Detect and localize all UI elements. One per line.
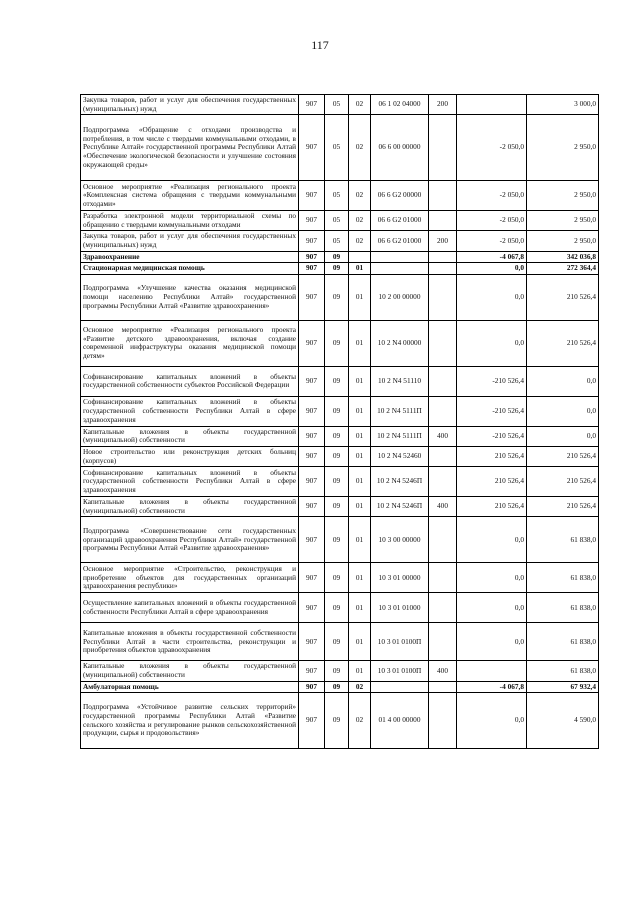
section-code-cell: 05 (325, 95, 349, 115)
total-amount-cell: 3 000,0 (527, 95, 599, 115)
subsection-code-cell: 02 (349, 181, 371, 211)
target-article-cell: 10 3 01 01000 (371, 593, 429, 623)
budget-table (80, 94, 599, 749)
budget-table-body (81, 95, 599, 749)
subsection-code-cell: 02 (349, 231, 371, 251)
expense-type-cell (429, 211, 457, 231)
section-code-cell: 09 (325, 366, 349, 396)
gr-code-cell: 907 (299, 274, 325, 320)
section-code-cell: 09 (325, 426, 349, 446)
subsection-code-cell (349, 251, 371, 263)
section-code-cell: 09 (325, 681, 349, 693)
expense-type-cell (429, 467, 457, 497)
row-name-cell: Закупка товаров, работ и услуг для обеспечения государственных (муниципальных) нужд (81, 231, 299, 251)
section-code-cell: 09 (325, 251, 349, 263)
table-row (81, 396, 599, 426)
table-row (81, 661, 599, 681)
section-code-cell: 05 (325, 231, 349, 251)
change-amount-cell: 0,0 (457, 693, 527, 749)
gr-code-cell: 907 (299, 366, 325, 396)
section-code-cell: 05 (325, 181, 349, 211)
subsection-code-cell: 01 (349, 426, 371, 446)
expense-type-cell (429, 693, 457, 749)
change-amount-cell: 0,0 (457, 517, 527, 563)
row-name-cell: Амбулаторная помощь (81, 681, 299, 693)
table-row (81, 426, 599, 446)
target-article-cell: 10 3 01 0100П (371, 623, 429, 661)
change-amount-cell: -210 526,4 (457, 426, 527, 446)
gr-code-cell: 907 (299, 396, 325, 426)
subsection-code-cell: 01 (349, 274, 371, 320)
change-amount-cell: 210 526,4 (457, 497, 527, 517)
table-row (81, 593, 599, 623)
target-article-cell: 06 1 02 04000 (371, 95, 429, 115)
total-amount-cell: 0,0 (527, 426, 599, 446)
total-amount-cell: 210 526,4 (527, 320, 599, 366)
row-name-cell: Подпрограмма «Обращение с отходами производства и потребления, в том числе с твердыми коммунальными отходами, в Республике Алтай» государственной программы Республики Алтай «Обеспечение экологической безопасности и улучшение состояния окружающей среды» (81, 115, 299, 181)
target-article-cell: 10 3 01 0100П (371, 661, 429, 681)
total-amount-cell: 210 526,4 (527, 497, 599, 517)
change-amount-cell: 0,0 (457, 320, 527, 366)
target-article-cell (371, 681, 429, 693)
expense-type-cell (429, 563, 457, 593)
row-name-cell: Капитальные вложения в объекты государственной (муниципальной) собственности (81, 426, 299, 446)
change-amount-cell: 210 526,4 (457, 467, 527, 497)
row-name-cell: Подпрограмма «Устойчивое развитие сельских территорий» государственной программы Республики Алтай «Развитие сельского хозяйства и регулирование рынков сельскохозяйственной продукции, сырья и продовольствия» (81, 693, 299, 749)
total-amount-cell: 61 838,0 (527, 517, 599, 563)
gr-code-cell: 907 (299, 320, 325, 366)
table-row (81, 263, 599, 275)
gr-code-cell: 907 (299, 263, 325, 275)
target-article-cell (371, 251, 429, 263)
subsection-code-cell: 01 (349, 623, 371, 661)
table-row (81, 517, 599, 563)
row-name-cell: Новое строительство или реконструкция детских больниц (корпусов) (81, 446, 299, 466)
target-article-cell: 10 2 N4 52460 (371, 446, 429, 466)
gr-code-cell: 907 (299, 517, 325, 563)
total-amount-cell: 210 526,4 (527, 274, 599, 320)
change-amount-cell: 0,0 (457, 593, 527, 623)
table-row (81, 467, 599, 497)
table-row (81, 231, 599, 251)
gr-code-cell: 907 (299, 681, 325, 693)
target-article-cell: 10 2 N4 5246П (371, 497, 429, 517)
row-name-cell: Разработка электронной модели территориальной схемы по обращению с твердыми коммунальными отходами (81, 211, 299, 231)
gr-code-cell: 907 (299, 95, 325, 115)
expense-type-cell (429, 623, 457, 661)
section-code-cell: 09 (325, 563, 349, 593)
table-row (81, 446, 599, 466)
expense-type-cell: 400 (429, 661, 457, 681)
target-article-cell: 06 6 G2 01000 (371, 211, 429, 231)
expense-type-cell (429, 181, 457, 211)
total-amount-cell: 2 950,0 (527, 181, 599, 211)
section-code-cell: 09 (325, 467, 349, 497)
expense-type-cell (429, 593, 457, 623)
change-amount-cell: -4 067,8 (457, 251, 527, 263)
row-name-cell: Здравоохранение (81, 251, 299, 263)
subsection-code-cell: 01 (349, 396, 371, 426)
change-amount-cell (457, 95, 527, 115)
subsection-code-cell: 01 (349, 661, 371, 681)
row-name-cell: Основное мероприятие «Реализация регионального проекта «Комплексная система обращения с твердыми коммунальными отходами» (81, 181, 299, 211)
section-code-cell: 05 (325, 115, 349, 181)
subsection-code-cell: 02 (349, 693, 371, 749)
change-amount-cell: -210 526,4 (457, 366, 527, 396)
total-amount-cell: 342 036,8 (527, 251, 599, 263)
section-code-cell: 09 (325, 320, 349, 366)
total-amount-cell: 2 950,0 (527, 115, 599, 181)
table-row (81, 274, 599, 320)
subsection-code-cell: 01 (349, 467, 371, 497)
table-row (81, 693, 599, 749)
subsection-code-cell: 02 (349, 95, 371, 115)
target-article-cell: 10 2 N4 5246П (371, 467, 429, 497)
gr-code-cell: 907 (299, 211, 325, 231)
target-article-cell: 01 4 00 00000 (371, 693, 429, 749)
subsection-code-cell: 01 (349, 263, 371, 275)
table-row (81, 251, 599, 263)
gr-code-cell: 907 (299, 231, 325, 251)
row-name-cell: Подпрограмма «Совершенствование сети государственных организаций здравоохранения Республики Алтай» государственной программы Республики Алтай «Развитие здравоохранения» (81, 517, 299, 563)
section-code-cell: 09 (325, 446, 349, 466)
target-article-cell (371, 263, 429, 275)
subsection-code-cell: 01 (349, 517, 371, 563)
gr-code-cell: 907 (299, 467, 325, 497)
target-article-cell: 06 6 G2 01000 (371, 231, 429, 251)
gr-code-cell: 907 (299, 426, 325, 446)
expense-type-cell (429, 366, 457, 396)
total-amount-cell: 2 950,0 (527, 231, 599, 251)
row-name-cell: Основное мероприятие «Реализация регионального проекта «Развитие детского здравоохранения, включая создание современной инфраструктуры оказания медицинской помощи детям» (81, 320, 299, 366)
gr-code-cell: 907 (299, 497, 325, 517)
total-amount-cell: 61 838,0 (527, 661, 599, 681)
gr-code-cell: 907 (299, 251, 325, 263)
gr-code-cell: 907 (299, 661, 325, 681)
total-amount-cell: 67 932,4 (527, 681, 599, 693)
expense-type-cell (429, 681, 457, 693)
subsection-code-cell: 01 (349, 563, 371, 593)
target-article-cell: 10 2 N4 51110 (371, 366, 429, 396)
target-article-cell: 06 6 00 00000 (371, 115, 429, 181)
row-name-cell: Основное мероприятие «Строительство, реконструкция и приобретение объектов для государственных организаций здравоохранения республики» (81, 563, 299, 593)
total-amount-cell: 4 590,0 (527, 693, 599, 749)
row-name-cell: Осуществление капитальных вложений в объекты государственной собственности Республики Алтай в сфере здравоохранения (81, 593, 299, 623)
gr-code-cell: 907 (299, 593, 325, 623)
section-code-cell: 09 (325, 623, 349, 661)
row-name-cell: Капитальные вложения в объекты государственной (муниципальной) собственности (81, 497, 299, 517)
change-amount-cell (457, 661, 527, 681)
target-article-cell: 10 2 N4 5111П (371, 396, 429, 426)
subsection-code-cell: 02 (349, 211, 371, 231)
change-amount-cell: 210 526,4 (457, 446, 527, 466)
subsection-code-cell: 02 (349, 115, 371, 181)
target-article-cell: 06 6 G2 00000 (371, 181, 429, 211)
change-amount-cell: 0,0 (457, 623, 527, 661)
expense-type-cell (429, 274, 457, 320)
expense-type-cell (429, 517, 457, 563)
total-amount-cell: 210 526,4 (527, 446, 599, 466)
table-row (81, 320, 599, 366)
change-amount-cell: 0,0 (457, 563, 527, 593)
table-row (81, 95, 599, 115)
expense-type-cell (429, 320, 457, 366)
change-amount-cell: 0,0 (457, 263, 527, 275)
row-name-cell: Софинансирование капитальных вложений в объекты государственной собственности субъектов Российской Федерации (81, 366, 299, 396)
section-code-cell: 09 (325, 274, 349, 320)
expense-type-cell (429, 251, 457, 263)
section-code-cell: 09 (325, 497, 349, 517)
subsection-code-cell: 01 (349, 366, 371, 396)
expense-type-cell (429, 446, 457, 466)
target-article-cell: 10 3 00 00000 (371, 517, 429, 563)
section-code-cell: 05 (325, 211, 349, 231)
total-amount-cell: 2 950,0 (527, 211, 599, 231)
change-amount-cell: -2 050,0 (457, 211, 527, 231)
section-code-cell: 09 (325, 661, 349, 681)
change-amount-cell: 0,0 (457, 274, 527, 320)
gr-code-cell: 907 (299, 693, 325, 749)
total-amount-cell: 272 364,4 (527, 263, 599, 275)
gr-code-cell: 907 (299, 446, 325, 466)
section-code-cell: 09 (325, 263, 349, 275)
target-article-cell: 10 2 00 00000 (371, 274, 429, 320)
change-amount-cell: -2 050,0 (457, 181, 527, 211)
change-amount-cell: -2 050,0 (457, 115, 527, 181)
expense-type-cell (429, 115, 457, 181)
table-row (81, 623, 599, 661)
table-row (81, 181, 599, 211)
table-row (81, 681, 599, 693)
change-amount-cell: -210 526,4 (457, 396, 527, 426)
total-amount-cell: 210 526,4 (527, 467, 599, 497)
subsection-code-cell: 01 (349, 446, 371, 466)
expense-type-cell: 200 (429, 95, 457, 115)
row-name-cell: Закупка товаров, работ и услуг для обеспечения государственных (муниципальных) нужд (81, 95, 299, 115)
table-row (81, 211, 599, 231)
expense-type-cell: 200 (429, 231, 457, 251)
expense-type-cell (429, 263, 457, 275)
change-amount-cell: -2 050,0 (457, 231, 527, 251)
section-code-cell: 09 (325, 517, 349, 563)
expense-type-cell: 400 (429, 426, 457, 446)
section-code-cell: 09 (325, 593, 349, 623)
subsection-code-cell: 01 (349, 320, 371, 366)
section-code-cell: 09 (325, 396, 349, 426)
total-amount-cell: 61 838,0 (527, 593, 599, 623)
table-row (81, 115, 599, 181)
gr-code-cell: 907 (299, 181, 325, 211)
subsection-code-cell: 01 (349, 497, 371, 517)
subsection-code-cell: 02 (349, 681, 371, 693)
row-name-cell: Стационарная медицинская помощь (81, 263, 299, 275)
expense-type-cell: 400 (429, 497, 457, 517)
row-name-cell: Софинансирование капитальных вложений в объекты государственной собственности Республики Алтай в сфере здравоохранения (81, 396, 299, 426)
target-article-cell: 10 2 N4 5111П (371, 426, 429, 446)
table-row (81, 366, 599, 396)
row-name-cell: Капитальные вложения в объекты государственной собственности Республики Алтай в части строительства, реконструкции и приобретения объектов здравоохранения (81, 623, 299, 661)
gr-code-cell: 907 (299, 115, 325, 181)
total-amount-cell: 0,0 (527, 366, 599, 396)
total-amount-cell: 61 838,0 (527, 623, 599, 661)
row-name-cell: Софинансирование капитальных вложений в объекты государственной собственности Республики Алтай в сфере здравоохранения (81, 467, 299, 497)
gr-code-cell: 907 (299, 563, 325, 593)
subsection-code-cell: 01 (349, 593, 371, 623)
page-number: 117 (311, 38, 329, 52)
section-code-cell: 09 (325, 693, 349, 749)
total-amount-cell: 61 838,0 (527, 563, 599, 593)
row-name-cell: Подпрограмма «Улучшение качества оказания медицинской помощи населению Республики Алтай» государственной программы Республики Алтай «Развитие здравоохранения» (81, 274, 299, 320)
change-amount-cell: -4 067,8 (457, 681, 527, 693)
table-row (81, 497, 599, 517)
target-article-cell: 10 3 01 00000 (371, 563, 429, 593)
target-article-cell: 10 2 N4 00000 (371, 320, 429, 366)
total-amount-cell: 0,0 (527, 396, 599, 426)
expense-type-cell (429, 396, 457, 426)
row-name-cell: Капитальные вложения в объекты государственной (муниципальной) собственности (81, 661, 299, 681)
gr-code-cell: 907 (299, 623, 325, 661)
table-row (81, 563, 599, 593)
